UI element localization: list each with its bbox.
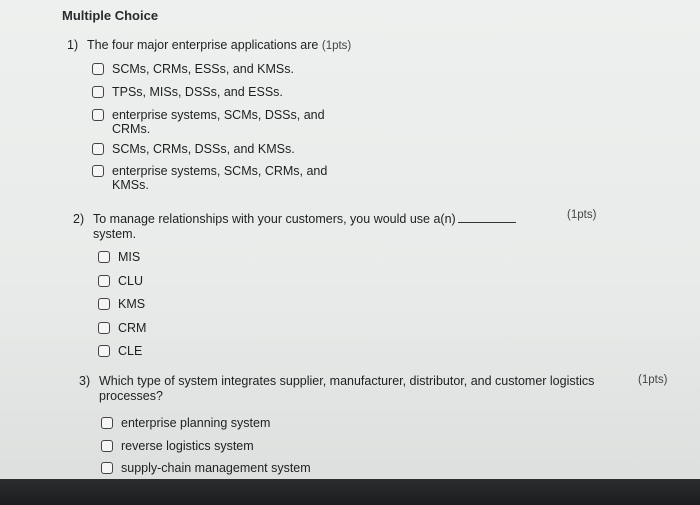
checkbox[interactable] bbox=[92, 63, 104, 75]
option-1e[interactable] bbox=[92, 164, 362, 194]
question-3 bbox=[79, 374, 619, 406]
checkbox[interactable] bbox=[98, 322, 110, 334]
question-text-wrap bbox=[87, 38, 351, 54]
question-text-cont: processes? bbox=[99, 389, 163, 403]
checkbox[interactable] bbox=[101, 462, 113, 474]
option-label: SCMs, CRMs, DSSs, and KMSs. bbox=[112, 142, 295, 156]
question-points: (1pts) bbox=[638, 374, 668, 386]
question-points: (1pts) bbox=[321, 40, 352, 52]
option-label: MIS bbox=[118, 250, 141, 264]
question-text-cont: system. bbox=[93, 227, 137, 241]
question-text: To manage relationships with your customers, you would use a(n) bbox=[93, 212, 456, 226]
option-label: enterprise systems, SCMs, CRMs, and KMSs. bbox=[112, 164, 328, 192]
option-1a[interactable] bbox=[92, 62, 362, 78]
option-1c[interactable] bbox=[92, 108, 362, 138]
checkbox[interactable] bbox=[101, 417, 113, 429]
question-number: 3) bbox=[79, 374, 91, 388]
question-points: (1pts) bbox=[567, 209, 597, 221]
question-number: 1) bbox=[67, 38, 79, 52]
option-label: TPSs, MISs, DSSs, and ESSs. bbox=[112, 85, 283, 99]
option-3b[interactable] bbox=[101, 439, 361, 455]
option-label: SCMs, CRMs, ESSs, and KMSs. bbox=[112, 62, 294, 76]
option-3a[interactable] bbox=[101, 416, 361, 432]
checkbox[interactable] bbox=[92, 109, 104, 121]
option-label: enterprise planning system bbox=[121, 416, 271, 430]
checkbox[interactable] bbox=[98, 275, 110, 287]
section-title: Multiple Choice bbox=[62, 8, 159, 23]
option-2c[interactable] bbox=[98, 297, 218, 313]
option-label: CLE bbox=[118, 344, 143, 358]
option-1d[interactable] bbox=[92, 142, 362, 158]
option-label: CLU bbox=[118, 274, 144, 288]
option-2b[interactable] bbox=[98, 274, 218, 290]
option-2e[interactable] bbox=[98, 344, 218, 360]
option-label: reverse logistics system bbox=[121, 439, 254, 453]
question-text-wrap bbox=[99, 374, 619, 404]
question-text: The four major enterprise applications are bbox=[87, 38, 319, 52]
option-label: CRM bbox=[118, 321, 147, 335]
question-1 bbox=[67, 38, 467, 54]
checkbox[interactable] bbox=[101, 440, 113, 452]
checkbox[interactable] bbox=[92, 143, 104, 155]
option-2a[interactable] bbox=[98, 250, 218, 266]
answer-blank bbox=[458, 212, 516, 223]
checkbox[interactable] bbox=[92, 165, 104, 177]
question-number: 2) bbox=[73, 212, 85, 226]
checkbox[interactable] bbox=[98, 345, 110, 357]
question-2 bbox=[73, 212, 543, 244]
option-3c[interactable] bbox=[101, 461, 361, 477]
question-text-wrap bbox=[93, 212, 543, 242]
question-text: Which type of system integrates supplier, manufacturer, distributor, and customer logistics bbox=[99, 374, 595, 388]
option-1b[interactable] bbox=[92, 85, 362, 101]
option-label: KMS bbox=[118, 297, 146, 311]
checkbox[interactable] bbox=[92, 86, 104, 98]
checkbox[interactable] bbox=[98, 298, 110, 310]
device-bezel bbox=[0, 479, 700, 505]
option-label: supply-chain management system bbox=[121, 461, 311, 475]
checkbox[interactable] bbox=[98, 251, 110, 263]
option-2d[interactable] bbox=[98, 321, 218, 337]
option-label: enterprise systems, SCMs, DSSs, and CRMs. bbox=[112, 108, 325, 136]
